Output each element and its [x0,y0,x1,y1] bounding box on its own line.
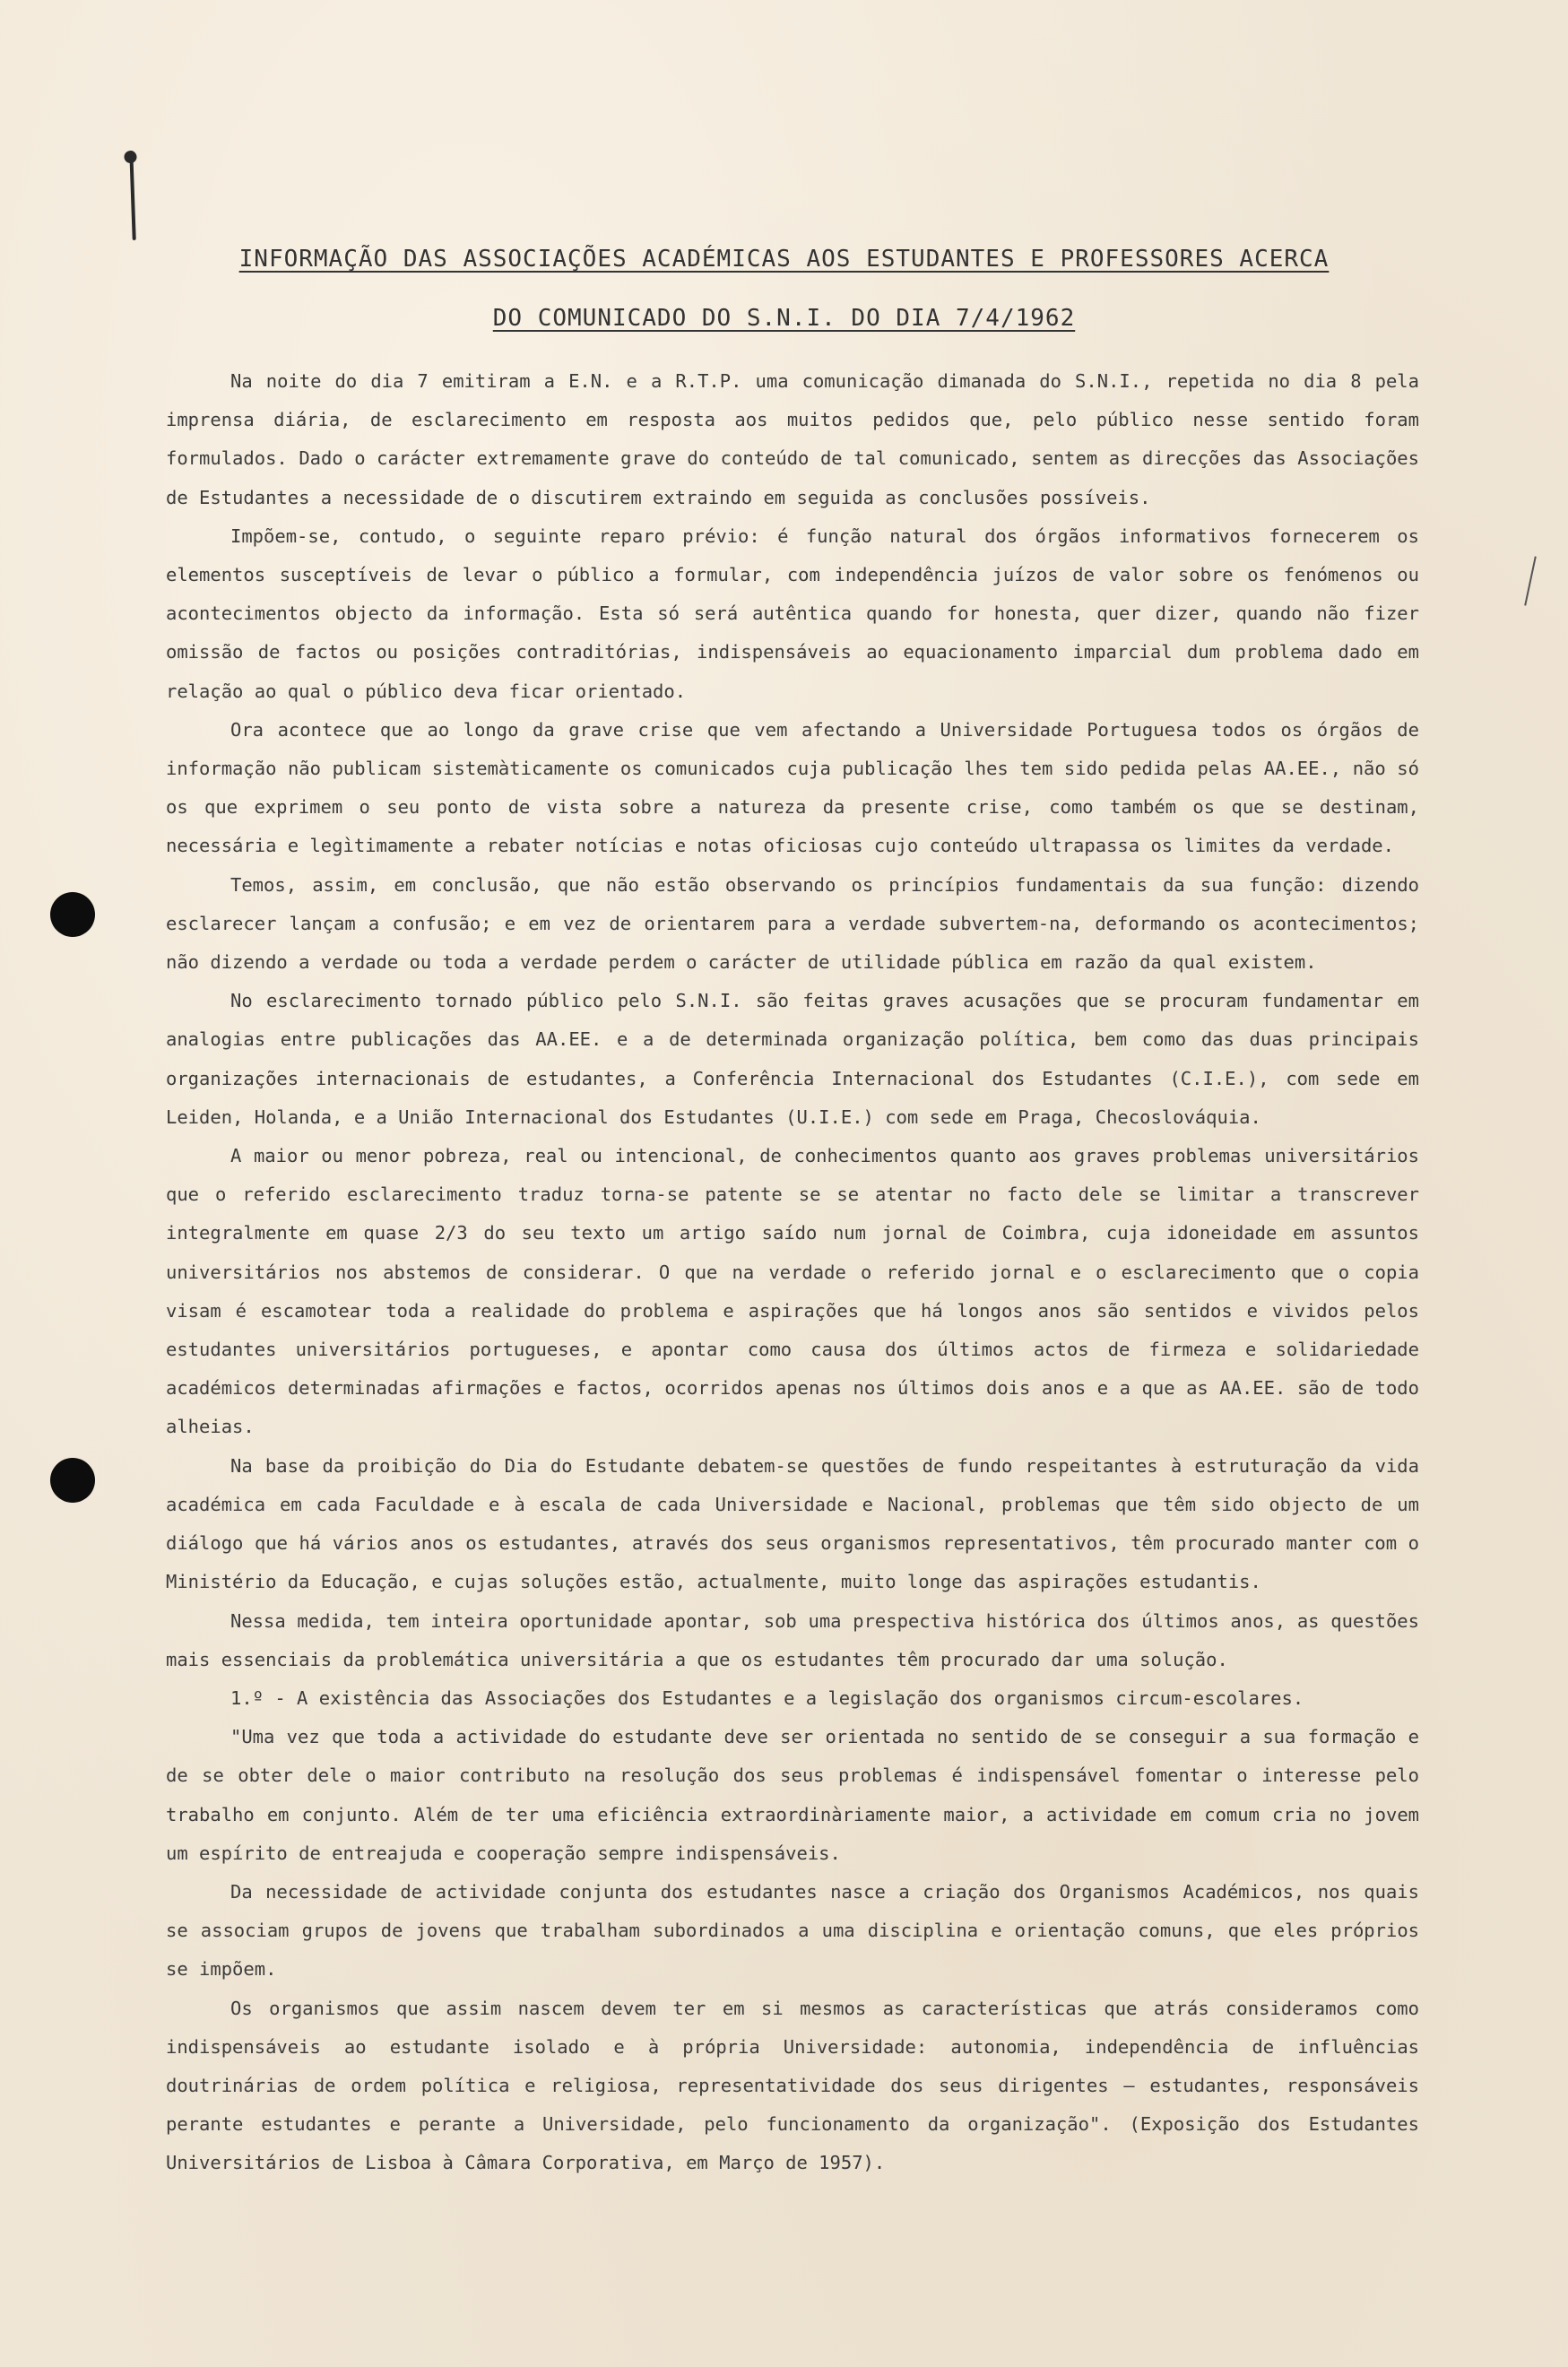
paragraph: A maior ou menor pobreza, real ou intencional, de conhecimentos quanto aos graves problemas universitários que o referido esclarecimento traduz torna-se patente se se atentar no facto dele se limitar a transcrever integralmente em quase 2/3 do seu texto um artigo saído num jornal de Coimbra, cuja idoneidade em assuntos universitários nos abstemos de considerar. O que na verdade o referido jornal e o esclarecimento que o copia visam é escamotear toda a realidade do problema e aspirações que há longos anos são sentidos e vividos pelos estudantes universitários portugueses, e apontar como causa dos últimos actos de firmeza e solidariedade académicos determinadas afirmações e factos, ocorridos apenas nos últimos dois anos e a que as AA.EE. são de todo alheias. [166,1145,1419,1438]
punch-hole-lower [50,1458,95,1503]
document-title-line-1: INFORMAÇÃO DAS ASSOCIAÇÕES ACADÉMICAS AOS ESTUDANTES E PROFESSORES ACERCA [238,246,1330,273]
punch-hole-upper [50,892,95,937]
paragraph: Da necessidade de actividade conjunta dos estudantes nasce a criação dos Organismos Académicos, nos quais se associam grupos de jovens que trabalham subordinados a uma disciplina e orientação comuns, que eles próprios se impõem. [166,1880,1419,1981]
margin-pencil-tick [1524,556,1537,605]
paragraph: Na base da proibição do Dia do Estudante debatem-se questões de fundo respeitantes à estruturação da vida académica em cada Faculdade e à escala de cada Universidade e Nacional, problemas que têm sido objecto de um diálogo que há vários anos os estudantes, através dos seus organismos representativos, têm procurado manter com o Ministério da Educação, e cujas soluções estão, actualmente, muito longe das aspirações estudantis. [166,1454,1419,1593]
document-body [166,362,1419,2183]
paragraph: Temos, assim, em conclusão, que não estão observando os princípios fundamentais da sua função: dizendo esclarecer lançam a confusão; e em vez de orientarem para a verdade subvertem-na, deformando os acontecimentos; não dizendo a verdade ou toda a verdade perdem o carácter de utilidade pública em razão da qual existem. [166,873,1419,974]
paragraph: Ora acontece que ao longo da grave crise que vem afectando a Universidade Portuguesa todos os órgãos de informação não publicam sistemàticamente os comunicados cuja publicação lhes tem sido pedida pelas AA.EE., não só os que exprimem o seu ponto de vista sobre a natureza da presente crise, como também os que se destinam, necessária e legìtimamente a rebater notícias e notas oficiosas cujo conteúdo ultrapassa os limites da verdade. [166,718,1419,857]
paragraph: Os organismos que assim nascem devem ter em si mesmos as características que atrás consideramos como indispensáveis ao estudante isolado e à própria Universidade: autonomia, independência de influências doutrinárias de ordem política e religiosa, representatividade dos seus dirigentes — estudantes, responsáveis perante estudantes e perante a Universidade, pelo funcionamento da organização". (Exposição dos Estudantes Universitários de Lisboa à Câmara Corporativa, em Março de 1957). [166,1997,1419,2174]
paragraph: Nessa medida, tem inteira oportunidade apontar, sob uma prespectiva histórica dos últimos anos, as questões mais essenciais da problemática universitária a que os estudantes têm procurado dar uma solução. [166,1609,1419,1670]
paragraph: "Uma vez que toda a actividade do estudante deve ser orientada no sentido de se conseguir a sua formação e de se obter dele o maior contributo na resolução dos seus problemas é indispensável fomentar o interesse pelo trabalho em conjunto. Além de ter uma eficiência extraordinàriamente maior, a actividade em comum cria no jovem um espírito de entreajuda e cooperação sempre indispensáveis. [166,1726,1419,1864]
paragraph: No esclarecimento tornado público pelo S.N.I. são feitas graves acusações que se procuram fundamentar em analogias entre publicações das AA.EE. e a de determinada organização política, bem como das duas principais organizações internacionais de estudantes, a Conferência Internacional dos Estudantes (C.I.E.), com sede em Leiden, Holanda, e a União Internacional dos Estudantes (U.I.E.) com sede em Praga, Checoslováquia. [166,990,1419,1128]
document-title-line-2: DO COMUNICADO DO S.N.I. DO DIA 7/4/1962 [492,305,1076,332]
paragraph: Impõem-se, contudo, o seguinte reparo prévio: é função natural dos órgãos informativos fornecerem os elementos susceptíveis de levar o público a formular, com independência juízos de valor sobre os fenómenos ou acontecimentos objecto da informação. Esta só será autêntica quando for honesta, quer dizer, quando não fizer omissão de factos ou posições contraditórias, indispensáveis ao equacionamento imparcial dum problema dado em relação ao qual o público deva ficar orientado. [166,525,1419,702]
section-heading: 1.º - A existência das Associações dos Estudantes e a legislação dos organismos circum-escolares. [230,1686,1304,1709]
paragraph: Na noite do dia 7 emitiram a E.N. e a R.T.P. uma comunicação dimanada do S.N.I., repetida no dia 8 pela imprensa diária, de esclarecimento em resposta aos muitos pedidos que, pelo público nesse sentido foram formulados. Dado o carácter extremamente grave do conteúdo de tal comunicado, sentem as direcções das Associações de Estudantes a necessidade de o discutirem extraindo em seguida as conclusões possíveis. [166,370,1419,508]
margin-ink-mark [129,151,135,240]
